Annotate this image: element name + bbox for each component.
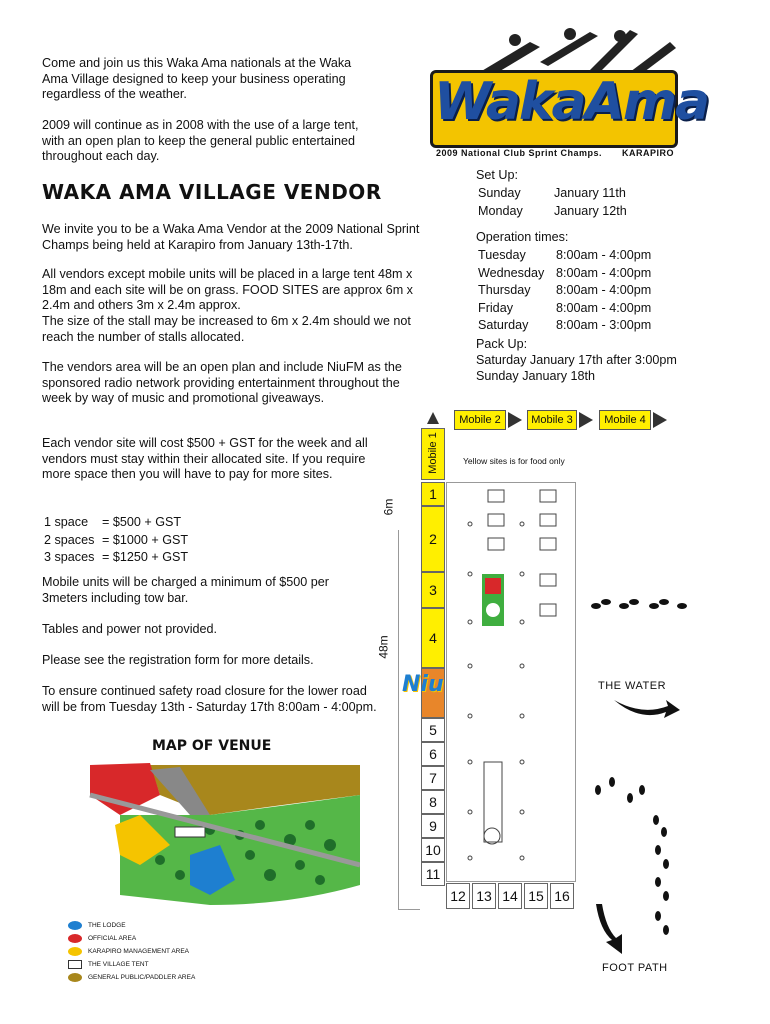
operation-row: Friday 8:00am - 4:00pm xyxy=(478,300,652,315)
foot-path-label: FOOT PATH xyxy=(602,962,668,974)
legend-official-swatch xyxy=(68,934,82,943)
packup-line-2: Sunday January 18th xyxy=(476,369,596,383)
water-arrow-icon xyxy=(612,692,682,722)
dimension-6m: 6m xyxy=(381,498,396,516)
legend-lodge-swatch xyxy=(68,921,82,930)
site-13: 13 xyxy=(472,883,496,909)
body-paragraph-8: Please see the registration form for more details. xyxy=(42,653,314,667)
site-9: 9 xyxy=(421,814,445,838)
arrow-right-icon xyxy=(508,412,522,428)
site-3: 3 xyxy=(421,572,445,608)
arrow-right-icon xyxy=(579,412,593,428)
site-6: 6 xyxy=(421,742,445,766)
setup-row: Monday January 12th xyxy=(478,203,627,218)
body-paragraph-2: All vendors except mobile units will be placed in a large tent 48m x 18m and each site will be on grass. FOOD SITES are approx 6m x 2.4m and others 3m x 2.4m approx. xyxy=(42,267,413,312)
site-5: 5 xyxy=(421,718,445,742)
site-15: 15 xyxy=(524,883,548,909)
intro-paragraph-2: 2009 will continue as in 2008 with the use of a large tent, with an open plan to keep the general public entertained throughout each day. xyxy=(42,118,359,163)
operation-row: Wednesday 8:00am - 4:00pm xyxy=(478,265,652,280)
logo-subtitle: 2009 National Club Sprint Champs. xyxy=(436,148,603,158)
site-10: 10 xyxy=(421,838,445,862)
venue-map xyxy=(60,755,360,917)
packup-line-1: Saturday January 17th after 3:00pm xyxy=(476,353,677,367)
site-4: 4 xyxy=(421,608,445,668)
operation-table xyxy=(476,246,653,336)
map-title: MAP OF VENUE xyxy=(152,738,272,754)
footprints-icon xyxy=(588,592,698,622)
legend-management-label: KARAPIRO MANAGEMENT AREA xyxy=(88,948,190,955)
site-7: 7 xyxy=(421,766,445,790)
legend-lodge-label: THE LODGE xyxy=(88,922,126,929)
site-12: 12 xyxy=(446,883,470,909)
site-14: 14 xyxy=(498,883,522,909)
site-8: 8 xyxy=(421,790,445,814)
body-paragraph-1: We invite you to be a Waka Ama Vendor at the 2009 National Sprint Champs being held at Karapiro from January 13th-17th. xyxy=(42,222,420,252)
body-paragraph-4: The vendors area will be an open plan and include NiuFM as the sponsored radio network providing entertainment throughout the week by way of music and promotional giveaways. xyxy=(42,360,402,405)
dimension-48m: 48m xyxy=(376,635,391,659)
price-row: 3 spaces = $1250 + GST xyxy=(44,550,189,564)
site-2: 2 xyxy=(421,506,445,572)
the-water-label: THE WATER xyxy=(598,680,667,692)
site-16: 16 xyxy=(550,883,574,909)
mobile-site-1: Mobile 1 xyxy=(421,428,445,480)
tent-side-line xyxy=(398,530,420,910)
legend-management-swatch xyxy=(68,947,82,956)
legend-official-label: OFFICIAL AREA xyxy=(88,935,137,942)
legend-public-label: GENERAL PUBLIC/PADDLER AREA xyxy=(88,974,196,981)
arrow-right-icon xyxy=(653,412,667,428)
legend-public-swatch xyxy=(68,973,82,982)
legend-tent-swatch xyxy=(68,960,82,969)
body-paragraph-6: Mobile units will be charged a minimum of $500 per 3meters including tow bar. xyxy=(42,575,329,605)
site-1: 1 xyxy=(421,482,445,506)
niu-fm-logo: Niu xyxy=(402,672,444,697)
intro-paragraph-1: Come and join us this Waka Ama nationals at the Waka Ama Village designed to keep your business operating regardless of the weather. xyxy=(42,56,352,101)
operation-row: Saturday 8:00am - 3:00pm xyxy=(478,318,652,332)
setup-row: Sunday January 11th xyxy=(478,186,626,200)
operation-title: Operation times: xyxy=(476,230,569,244)
food-note: Yellow sites is for food only xyxy=(463,456,565,466)
body-paragraph-9: To ensure continued safety road closure for the lower road will be from Tuesday 13th - Saturday 17th 8:00am - 4:00pm. xyxy=(42,684,377,714)
page-heading: WAKA AMA VILLAGE VENDOR xyxy=(42,180,382,204)
body-paragraph-5: Each vendor site will cost $500 + GST for the week and all vendors must stay within their allocated site. If you require more space then you will have to pay for more sites. xyxy=(42,436,368,481)
mobile-site-4: Mobile 4 xyxy=(599,410,651,430)
footpath-arrow-icon xyxy=(592,900,632,956)
body-paragraph-7: Tables and power not provided. xyxy=(42,622,218,636)
price-table xyxy=(42,513,190,568)
mobile-site-3: Mobile 3 xyxy=(527,410,577,430)
legend-tent-label: THE VILLAGE TENT xyxy=(88,961,149,968)
arrow-up-icon xyxy=(427,412,439,424)
setup-table xyxy=(476,184,629,221)
packup-title: Pack Up: xyxy=(476,337,528,351)
operation-row: Tuesday 8:00am - 4:00pm xyxy=(478,248,652,262)
setup-title: Set Up: xyxy=(476,168,518,182)
mobile-site-2: Mobile 2 xyxy=(454,410,506,430)
operation-row: Thursday 8:00am - 4:00pm xyxy=(478,283,652,297)
logo-location: KARAPIRO xyxy=(622,148,675,158)
price-row: 2 spaces = $1000 + GST xyxy=(44,532,189,547)
tent-tables-diagram xyxy=(460,486,574,876)
site-11: 11 xyxy=(421,862,445,886)
body-paragraph-3: The size of the stall may be increased to 6m x 2.4m should we not reach the number of stalls allocated. xyxy=(42,314,411,344)
price-row: 1 space = $500 + GST xyxy=(44,515,182,529)
logo-title: WakaAma xyxy=(434,72,709,132)
